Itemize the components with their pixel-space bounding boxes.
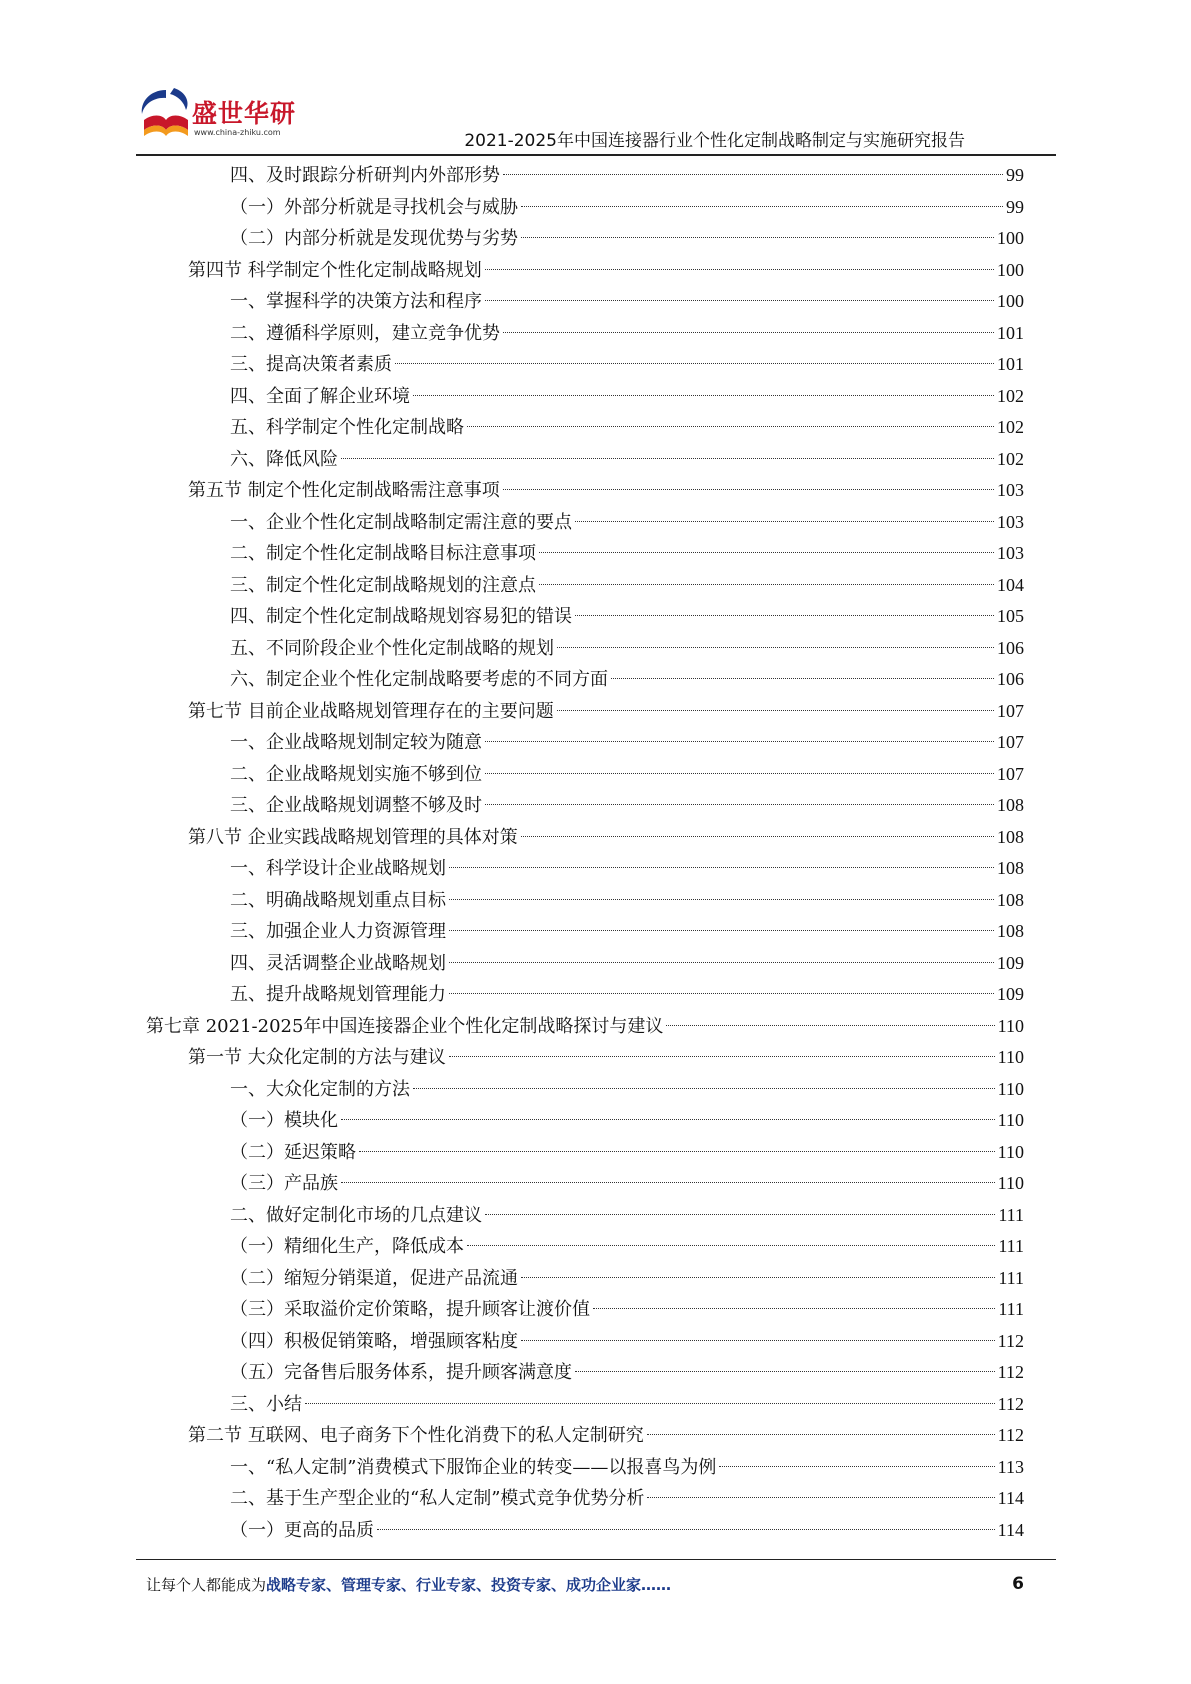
toc-dot-leader — [521, 237, 994, 238]
toc-entry-title: 四、灵活调整企业战略规划 — [230, 952, 446, 974]
toc-entry-title: 五、提升战略规划管理能力 — [230, 984, 446, 1005]
toc-dot-leader — [467, 1245, 995, 1246]
toc-entry[interactable] — [146, 696, 1024, 728]
toc-entry[interactable] — [146, 822, 1024, 854]
toc-entry-page: 103 — [997, 543, 1024, 563]
toc-entry-title: 四、及时跟踪分析研判内外部形势 — [230, 165, 500, 186]
toc-entry[interactable] — [146, 853, 1024, 885]
toc-dot-leader — [449, 899, 994, 900]
toc-entry-title: （一）外部分析就是寻找机会与威胁 — [230, 196, 518, 218]
logo-url: www.china-zhiku.com — [194, 128, 281, 137]
toc-dot-leader — [521, 206, 1003, 207]
toc-entry-page: 100 — [997, 228, 1024, 248]
toc-entry-title: （一）模块化 — [230, 1110, 338, 1131]
toc-entry-page: 111 — [998, 1236, 1024, 1256]
toc-entry-title: 第一节 大众化定制的方法与建议 — [188, 1047, 446, 1068]
toc-entry-title: 一、企业个性化定制战略制定需注意的要点 — [230, 511, 572, 533]
toc-entry-page: 103 — [997, 480, 1024, 500]
toc-entry-page: 103 — [997, 511, 1024, 532]
toc-dot-leader — [719, 1466, 994, 1467]
toc-entry[interactable] — [146, 192, 1024, 224]
toc-entry[interactable] — [146, 633, 1024, 665]
toc-entry-page: 113 — [997, 1456, 1024, 1477]
toc-entry-page: 101 — [997, 354, 1024, 374]
toc-entry[interactable] — [146, 1263, 1024, 1295]
toc-dot-leader — [503, 332, 994, 333]
toc-entry-title: 三、制定个性化定制战略规划的注意点 — [230, 574, 536, 596]
toc-dot-leader — [449, 993, 994, 994]
toc-entry-title: （二）延迟策略 — [230, 1141, 356, 1163]
toc-dot-leader — [611, 678, 994, 679]
toc-entry-page: 108 — [997, 889, 1024, 910]
toc-entry-page: 101 — [997, 322, 1024, 343]
toc-entry-title: （五）完备售后服务体系，提升顾客满意度 — [230, 1362, 572, 1383]
toc-entry-title: 一、大众化定制的方法 — [230, 1078, 410, 1100]
toc-dot-leader — [485, 1214, 995, 1215]
toc-dot-leader — [485, 741, 994, 742]
toc-entry-page: 110 — [997, 1015, 1024, 1036]
toc-entry-page: 106 — [997, 669, 1024, 689]
toc-dot-leader — [521, 1340, 995, 1341]
toc-entry[interactable] — [146, 1137, 1024, 1169]
toc-entry[interactable] — [146, 1105, 1024, 1137]
toc-entry-page: 112 — [997, 1393, 1024, 1414]
toc-entry-page: 112 — [997, 1330, 1024, 1351]
toc-entry-page: 111 — [998, 1204, 1024, 1225]
toc-dot-leader — [647, 1434, 995, 1435]
toc-dot-leader — [557, 710, 994, 711]
toc-dot-leader — [575, 1371, 995, 1372]
toc-dot-leader — [557, 647, 994, 648]
toc-entry-page: 107 — [997, 732, 1024, 752]
toc-entry[interactable] — [146, 948, 1024, 980]
toc-entry-page: 111 — [998, 1299, 1024, 1319]
toc-entry[interactable] — [146, 570, 1024, 602]
toc-entry-title: 第四节 科学制定个性化定制战略规划 — [188, 259, 482, 281]
toc-dot-leader — [539, 552, 994, 553]
toc-entry[interactable] — [146, 1357, 1024, 1389]
toc-dot-leader — [485, 269, 994, 270]
toc-entry[interactable] — [146, 885, 1024, 917]
toc-entry-page: 110 — [997, 1078, 1024, 1099]
page-footer — [146, 1574, 1024, 1595]
toc-dot-leader — [485, 773, 994, 774]
toc-dot-leader — [449, 930, 994, 931]
toc-entry-title: 六、制定企业个性化定制战略要考虑的不同方面 — [230, 669, 608, 690]
toc-entry-title: （二）内部分析就是发现优势与劣势 — [230, 228, 518, 249]
toc-entry-page: 107 — [997, 763, 1024, 784]
toc-entry-page: 108 — [997, 795, 1024, 815]
toc-entry[interactable] — [146, 664, 1024, 696]
toc-entry-title: 四、全面了解企业环境 — [230, 385, 410, 407]
toc-entry-page: 112 — [997, 1425, 1024, 1445]
table-of-contents — [146, 160, 1024, 1546]
toc-dot-leader — [503, 174, 1003, 175]
toc-entry[interactable] — [146, 223, 1024, 255]
toc-entry-page: 110 — [997, 1047, 1024, 1067]
toc-entry-page: 100 — [997, 291, 1024, 311]
toc-dot-leader — [305, 1403, 995, 1404]
toc-entry-page: 102 — [997, 385, 1024, 406]
toc-entry-title: 一、“私人定制”消费模式下服饰企业的转变——以报喜鸟为例 — [230, 1456, 717, 1478]
toc-entry[interactable] — [146, 475, 1024, 507]
toc-entry[interactable] — [146, 1200, 1024, 1232]
toc-dot-leader — [485, 804, 994, 805]
toc-entry[interactable] — [146, 255, 1024, 287]
toc-entry-page: 107 — [997, 700, 1024, 721]
toc-entry[interactable] — [146, 1074, 1024, 1106]
toc-entry-title: 五、不同阶段企业个性化定制战略的规划 — [230, 637, 554, 659]
footer-divider — [136, 1559, 1056, 1560]
toc-dot-leader — [521, 1277, 995, 1278]
toc-entry[interactable] — [146, 1515, 1024, 1547]
toc-entry-page: 104 — [997, 574, 1024, 595]
toc-entry[interactable] — [146, 349, 1024, 381]
toc-entry[interactable] — [146, 160, 1024, 192]
toc-dot-leader — [593, 1308, 995, 1309]
toc-entry[interactable] — [146, 790, 1024, 822]
toc-entry-page: 114 — [997, 1519, 1024, 1540]
toc-dot-leader — [449, 962, 994, 963]
toc-entry[interactable] — [146, 318, 1024, 350]
logo-name: 盛世华研 — [192, 99, 297, 128]
toc-entry-title: 一、企业战略规划制定较为随意 — [230, 732, 482, 753]
toc-entry-title: 二、做好定制化市场的几点建议 — [230, 1204, 482, 1226]
toc-entry-title: （三）产品族 — [230, 1173, 338, 1194]
toc-entry-title: （三）采取溢价定价策略，提升顾客让渡价值 — [230, 1299, 590, 1320]
toc-entry-title: 二、遵循科学原则，建立竞争优势 — [230, 322, 500, 344]
toc-dot-leader — [521, 836, 994, 837]
toc-entry-page: 110 — [997, 1141, 1024, 1162]
toc-entry-page: 108 — [997, 858, 1024, 878]
toc-entry-title: 三、小结 — [230, 1393, 302, 1415]
toc-entry-page: 108 — [997, 921, 1024, 941]
toc-dot-leader — [539, 584, 994, 585]
toc-entry[interactable] — [146, 1452, 1024, 1484]
toc-entry[interactable] — [146, 601, 1024, 633]
toc-entry[interactable] — [146, 507, 1024, 539]
report-title: 2021-2025年中国连接器行业个性化定制战略制定与实施研究报告 — [464, 131, 965, 151]
toc-dot-leader — [575, 521, 994, 522]
toc-entry-page: 102 — [997, 417, 1024, 437]
toc-dot-leader — [359, 1151, 995, 1152]
toc-entry-page: 111 — [998, 1267, 1024, 1288]
toc-entry[interactable] — [146, 1042, 1024, 1074]
page-header — [0, 0, 1191, 160]
toc-dot-leader — [377, 1529, 995, 1530]
toc-entry-page: 109 — [997, 952, 1024, 973]
toc-dot-leader — [647, 1497, 994, 1498]
toc-entry-title: （四）积极促销策略，增强顾客粘度 — [230, 1330, 518, 1352]
toc-entry-title: 第七节 目前企业战略规划管理存在的主要问题 — [188, 700, 554, 722]
toc-entry-page: 114 — [997, 1488, 1024, 1508]
toc-entry[interactable] — [146, 1389, 1024, 1421]
toc-entry-title: （一）更高的品质 — [230, 1519, 374, 1541]
toc-entry[interactable] — [146, 444, 1024, 476]
toc-entry[interactable] — [146, 1483, 1024, 1515]
toc-entry[interactable] — [146, 979, 1024, 1011]
toc-entry[interactable] — [146, 1326, 1024, 1358]
toc-dot-leader — [503, 489, 994, 490]
toc-entry-title: （二）缩短分销渠道，促进产品流通 — [230, 1267, 518, 1289]
footer-slogan-highlight: 战略专家、管理专家、行业专家、投资专家、成功企业家…… — [266, 1576, 672, 1594]
toc-dot-leader — [467, 426, 994, 427]
toc-dot-leader — [413, 1088, 995, 1089]
toc-entry-title: 三、企业战略规划调整不够及时 — [230, 795, 482, 816]
toc-entry-page: 99 — [1006, 196, 1024, 217]
toc-entry-title: 三、加强企业人力资源管理 — [230, 921, 446, 942]
toc-entry-title: 二、基于生产型企业的“私人定制”模式竞争优势分析 — [230, 1488, 645, 1509]
toc-dot-leader — [341, 458, 994, 459]
toc-entry-title: 二、制定个性化定制战略目标注意事项 — [230, 543, 536, 564]
toc-entry-title: 三、提高决策者素质 — [230, 354, 392, 375]
toc-entry-title: 第八节 企业实践战略规划管理的具体对策 — [188, 826, 518, 848]
footer-slogan-prefix: 让每个人都能成为 — [146, 1576, 267, 1594]
toc-entry-page: 100 — [997, 259, 1024, 280]
toc-entry-title: 五、科学制定个性化定制战略 — [230, 417, 464, 438]
toc-entry-title: 六、降低风险 — [230, 448, 338, 470]
toc-entry-title: 一、掌握科学的决策方法和程序 — [230, 291, 482, 312]
toc-entry-title: 四、制定个性化定制战略规划容易犯的错误 — [230, 606, 572, 627]
logo-mark-icon — [136, 84, 196, 142]
toc-entry-title: 二、企业战略规划实施不够到位 — [230, 763, 482, 785]
toc-dot-leader — [666, 1025, 994, 1026]
toc-entry-page: 99 — [1006, 165, 1024, 185]
toc-entry[interactable] — [146, 286, 1024, 318]
toc-dot-leader — [413, 395, 994, 396]
toc-entry-title: 第二节 互联网、电子商务下个性化消费下的私人定制研究 — [188, 1425, 644, 1446]
toc-entry[interactable] — [146, 538, 1024, 570]
toc-entry[interactable] — [146, 1420, 1024, 1452]
toc-dot-leader — [341, 1182, 995, 1183]
toc-entry[interactable] — [146, 381, 1024, 413]
company-logo — [136, 84, 336, 150]
toc-dot-leader — [449, 867, 994, 868]
toc-dot-leader — [341, 1119, 995, 1120]
toc-entry[interactable] — [146, 916, 1024, 948]
toc-dot-leader — [395, 363, 994, 364]
toc-entry-title: 第五节 制定个性化定制战略需注意事项 — [188, 480, 500, 501]
toc-entry-title: 第七章 2021-2025年中国连接器企业个性化定制战略探讨与建议 — [146, 1015, 664, 1037]
toc-entry[interactable] — [146, 727, 1024, 759]
toc-entry-title: 一、科学设计企业战略规划 — [230, 858, 446, 879]
toc-entry-page: 102 — [997, 448, 1024, 469]
toc-entry[interactable] — [146, 412, 1024, 444]
toc-entry-page: 106 — [997, 637, 1024, 658]
toc-entry-page: 108 — [997, 826, 1024, 847]
toc-dot-leader — [485, 300, 994, 301]
toc-entry-page: 105 — [997, 606, 1024, 626]
page-number: 6 — [1012, 1574, 1024, 1594]
toc-entry[interactable] — [146, 759, 1024, 791]
toc-entry[interactable] — [146, 1168, 1024, 1200]
header-divider — [136, 154, 1056, 156]
toc-entry[interactable] — [146, 1231, 1024, 1263]
toc-entry[interactable] — [146, 1011, 1024, 1043]
toc-entry-title: 二、明确战略规划重点目标 — [230, 889, 446, 911]
toc-entry-title: （一）精细化生产，降低成本 — [230, 1236, 464, 1257]
toc-entry-page: 110 — [997, 1110, 1024, 1130]
toc-dot-leader — [575, 615, 994, 616]
toc-entry-page: 112 — [997, 1362, 1024, 1382]
toc-entry-page: 109 — [997, 984, 1024, 1004]
toc-entry[interactable] — [146, 1294, 1024, 1326]
toc-entry-page: 110 — [997, 1173, 1024, 1193]
toc-dot-leader — [449, 1056, 995, 1057]
